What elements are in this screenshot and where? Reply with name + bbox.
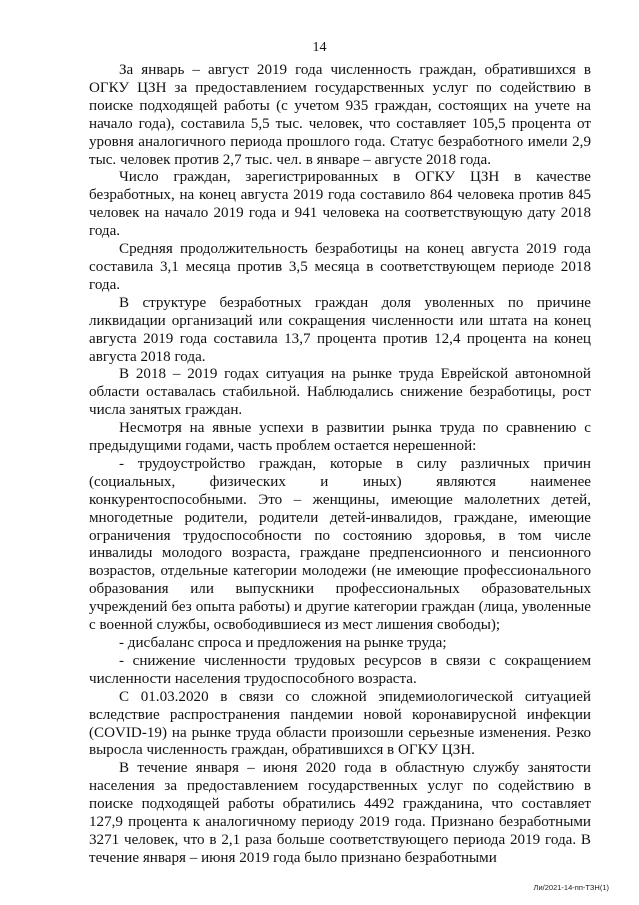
paragraph-unemployment-duration: Средняя продолжительность безработицы на конец августа 2019 года составила 3,1 месяца против 3,5 месяца в соответствующем периоде 2018 года. <box>89 241 591 293</box>
page-number: 14 <box>312 40 327 55</box>
document-code: Ли/2021-14-пп-ТЗН(1) <box>533 883 609 892</box>
list-item-employment-vulnerable: - трудоустройство граждан, которые в силу различных причин (социальных, физических и иных) являются наименее конкурентоспособными. Это – женщины, имеющие малолетних детей, многодетные родители, родители детей-инвалидов, граждане, имеющие ограничения трудоспособности по состоянию здоровья, в том числе инвалиды молодого возраста, граждане предпенсионного и пенсионного возрастов, отдельные категории молодежи (не имеющие профессионального образования или выпускники профессиональных образовательных учреждений без опыта работы) и другие категории граждан (лица, уволенные с военной службы, освободившиеся из мест лишения свободы); <box>89 455 591 634</box>
paragraph-applicants-2019: За январь – август 2019 года численность граждан, обратившихся в ОГКУ ЦЗН за предоставлением государственных услуг по содействию в поиске подходящей работы (с учетом 935 граждан, состоящих на учете на начало года), составила 5,5 тыс. человек, что составляет 105,5 процента от уровня аналогичного периода прошлого года. Статус безработного имели 2,9 тыс. человек против 2,7 тыс. чел. в январе – августе 2018 года. <box>89 62 591 168</box>
paragraph-covid-changes: С 01.03.2020 в связи со сложной эпидемиологической ситуацией вследствие распространения пандемии новой коронавирусной инфекции (COVID-19) на рынке труда области произошли серьезные изменения. Резко выросла численность граждан, обратившихся в ОГКУ ЦЗН. <box>89 688 591 759</box>
paragraph-labor-market-stable: В 2018 – 2019 годах ситуация на рынке труда Еврейской автономной области оставалась стабильной. Наблюдались снижение безработицы, рост числа занятых граждан. <box>89 366 591 419</box>
paragraph-unsolved-problems: Несмотря на явные успехи в развитии рынка труда по сравнению с предыдущими годами, часть проблем остается нерешенной: <box>89 420 591 455</box>
paragraph-registered-unemployed: Число граждан, зарегистрированных в ОГКУ ЦЗН в качестве безработных, на конец августа 2019 года составило 864 человека против 845 человек на начало 2019 года и 941 человека на соответствующую дату 2018 года. <box>89 169 591 240</box>
list-item-supply-demand: - дисбаланс спроса и предложения на рынке труда; <box>119 635 447 651</box>
paragraph-applicants-2020: В течение января – июня 2020 года в областную службу занятости населения за предоставлением государственных услуг по содействию в поиске подходящей работы обратились 4492 гражданина, что составляет 127,9 процента к аналогичному периоду 2019 года. Признано безработными 3271 человек, что в 2,1 раза больше соответствующего периода 2019 года. В течение января – июня 2019 года было признано безработными <box>89 760 591 866</box>
list-item-labor-resources: - снижение численности трудовых ресурсов в связи с сокращением численности населения трудоспособного возраста. <box>89 652 591 687</box>
paragraph-dismissed-share: В структуре безработных граждан доля уволенных по причине ликвидации организаций или сокращения численности или штата на конец августа 2019 года составила 13,7 процента против 12,4 процента на конец августа 2018 года. <box>89 294 591 365</box>
document-body <box>89 62 591 868</box>
